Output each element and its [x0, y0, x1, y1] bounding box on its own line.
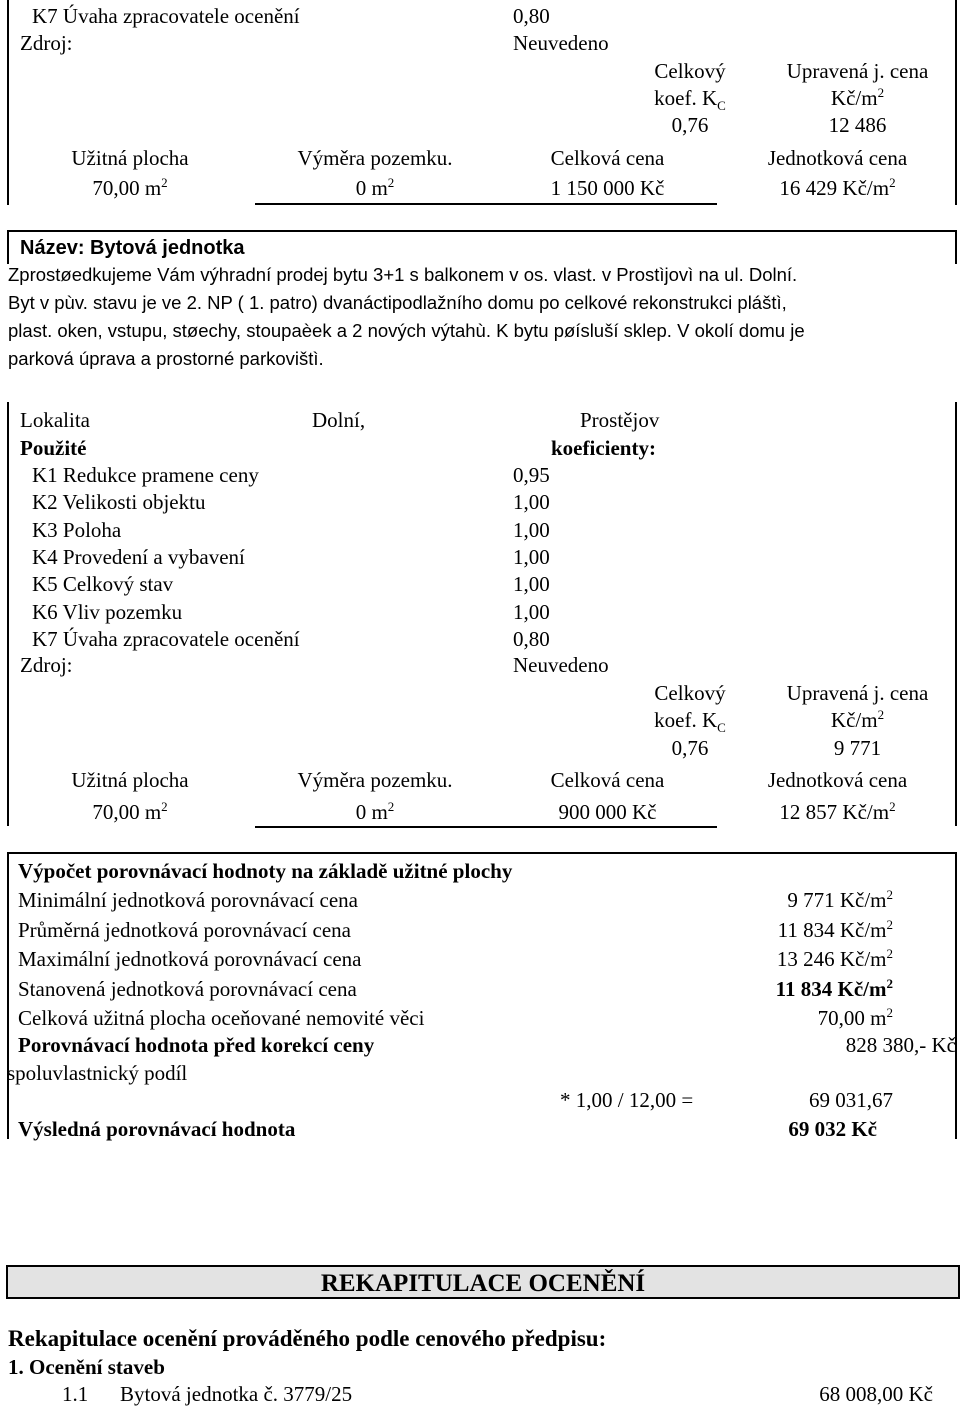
left-border — [7, 852, 9, 1139]
calc-row-value: 11 834 $Kč/m^2$ — [775, 975, 893, 1001]
summary-banner-text: REKAPITULACE OCENĚNÍ — [320, 1270, 646, 1297]
underline — [255, 826, 717, 828]
adj-price-header-2: $Kč/m^2$ — [830, 85, 885, 110]
calc-row-label: Průměrná jednotková porovnávací cena — [18, 917, 351, 942]
total-coef-header-2: koef. $K_C$ — [654, 708, 726, 735]
adj-price-header-2: $Kč/m^2$ — [830, 707, 885, 732]
top-border — [7, 230, 957, 232]
source-value: Neuvedeno — [513, 653, 609, 677]
unit-value: 16 429 $Kč/m^2$ — [779, 175, 896, 200]
underline — [255, 203, 717, 205]
coefficient-value: 0,80 — [513, 626, 550, 651]
coefficient-label: K1 Redukce pramene ceny — [32, 463, 259, 487]
left-border — [7, 230, 9, 264]
coefficient-label: K6 Vliv pozemku — [32, 599, 183, 624]
adj-price-value: 9 771 — [833, 736, 882, 760]
adj-price-header: Upravená j. cena — [786, 681, 929, 705]
col-land: Výměra pozemku. — [297, 768, 453, 792]
result-value: 69 032 Kč — [788, 1117, 877, 1141]
calc-title: Výpočet porovnávací hodnoty na základě užitné plochy — [18, 859, 513, 883]
coefficient-value: 1,00 — [513, 517, 550, 542]
total-value: 1 150 000 Kč — [550, 176, 665, 200]
coefficient-value: 0,95 — [513, 463, 550, 487]
calc-row-label: Celková užitná plocha oceňované nemovité věci — [18, 1006, 425, 1030]
summary-item-number: 1.1 — [62, 1382, 89, 1406]
summary-section: 1. Ocenění staveb — [8, 1355, 165, 1379]
area-value: 70,00 $m^2$ — [92, 175, 168, 200]
result-label: Výsledná porovnávací hodnota — [18, 1117, 296, 1141]
listing-desc-1: Zprostøedkujeme Vám výhradní prodej bytu 3+1 s balkonem v os. vlast. v Prostìjovì na ul. Dolní. — [8, 264, 798, 285]
source-value: Neuvedeno — [513, 31, 609, 55]
land-value: 0 $m^2$ — [355, 175, 395, 200]
k7-value: 0,80 — [513, 4, 550, 28]
listing-desc-4: parková úprava a prostorné parkovištì. — [8, 348, 324, 369]
total-coef-value: 0,76 — [671, 113, 709, 137]
pre-correction-value: 828 380,- Kč — [845, 1033, 956, 1057]
listing-desc-3: plast. oken, vstupu, støechy, stoupaèek a 2 nových výtahù. K bytu pøísluší sklep. V okolí domu je — [8, 320, 805, 341]
calc-row-label: Maximální jednotková porovnávací cena — [18, 947, 362, 971]
total-coef-value: 0,76 — [671, 736, 709, 760]
unit-value: 12 857 $Kč/m^2$ — [779, 799, 896, 824]
coefficient-label: K2 Velikosti objektu — [32, 490, 206, 515]
source-label: Zdroj: — [20, 31, 73, 55]
col-unit: Jednotková cena — [767, 146, 908, 170]
col-total: Celková cena — [550, 146, 665, 170]
coefficient-value: 1,00 — [513, 490, 550, 515]
land-value: 0 $m^2$ — [355, 799, 395, 824]
col-land: Výměra pozemku. — [297, 146, 453, 170]
col-total: Celková cena — [550, 768, 665, 792]
locality-label: Lokalita — [20, 408, 90, 432]
summary-item-label: Bytová jednotka č. 3779/25 — [120, 1382, 353, 1406]
adj-price-header: Upravená j. cena — [786, 59, 929, 83]
coefficient-label: K5 Celkový stav — [32, 572, 174, 597]
share-label: spoluvlastnický podíl — [7, 1061, 188, 1085]
right-border — [955, 852, 957, 1139]
calc-row-value: 11 834 $Kč/m^2$ — [777, 916, 893, 942]
area-value: 70,00 $m^2$ — [92, 799, 168, 824]
k7-label: K7 Úvaha zpracovatele ocenění — [32, 4, 300, 28]
calc-row-label: Stanovená jednotková porovnávací cena — [18, 976, 357, 1001]
coefficient-value: 1,00 — [513, 599, 550, 624]
coefficient-label: K7 Úvaha zpracovatele ocenění — [32, 626, 300, 651]
summary-banner — [6, 1265, 960, 1299]
total-coef-header: Celkový — [654, 59, 726, 83]
coefficient-value: 1,00 — [513, 544, 550, 569]
coefficient-label: K3 Poloha — [32, 517, 122, 542]
coefficient-value: 1,00 — [513, 572, 550, 597]
used-label: Použité — [20, 436, 87, 460]
col-area: Užitná plocha — [71, 146, 189, 170]
listing-desc-2: Byt v pùv. stavu je ve 2. NP ( 1. patro) dvanáctipodlažního domu po celkové rekonstrukci pláštì, — [8, 292, 787, 313]
locality-street: Dolní, — [312, 408, 366, 432]
right-border — [955, 0, 957, 205]
calc-row-value: 13 246 $Kč/m^2$ — [776, 946, 893, 971]
locality-city: Prostějov — [580, 408, 660, 432]
col-unit: Jednotková cena — [767, 768, 908, 792]
left-border — [7, 0, 9, 205]
share-value: 69 031,67 — [809, 1088, 893, 1112]
right-border — [955, 402, 957, 826]
summary-item-value: 68 008,00 Kč — [819, 1382, 933, 1406]
pre-correction-label: Porovnávací hodnota před korekcí ceny — [18, 1033, 375, 1057]
coefficient-label: K4 Provedení a vybavení — [32, 544, 245, 569]
calc-row-value: 9 771 $Kč/m^2$ — [787, 887, 893, 912]
coef-label: koeficienty: — [551, 436, 656, 460]
calc-row-value: 70,00 $m^2$ — [817, 1005, 893, 1030]
summary-heading: Rekapitulace ocenění prováděného podle cenového předpisu: — [8, 1326, 607, 1351]
right-border — [955, 230, 957, 264]
top-border — [7, 852, 957, 854]
total-coef-header-2: koef. $K_C$ — [654, 86, 726, 113]
source-label: Zdroj: — [20, 653, 73, 677]
listing-title: Název: Bytová jednotka — [20, 237, 245, 259]
share-formula: * 1,00 / 12,00 = — [560, 1088, 694, 1112]
col-area: Užitná plocha — [71, 768, 189, 792]
adj-price-value: 12 486 — [828, 113, 887, 137]
total-coef-header: Celkový — [654, 681, 726, 705]
calc-row-label: Minimální jednotková porovnávací cena — [18, 888, 358, 912]
total-value: 900 000 Kč — [558, 800, 657, 824]
left-border — [7, 402, 9, 826]
